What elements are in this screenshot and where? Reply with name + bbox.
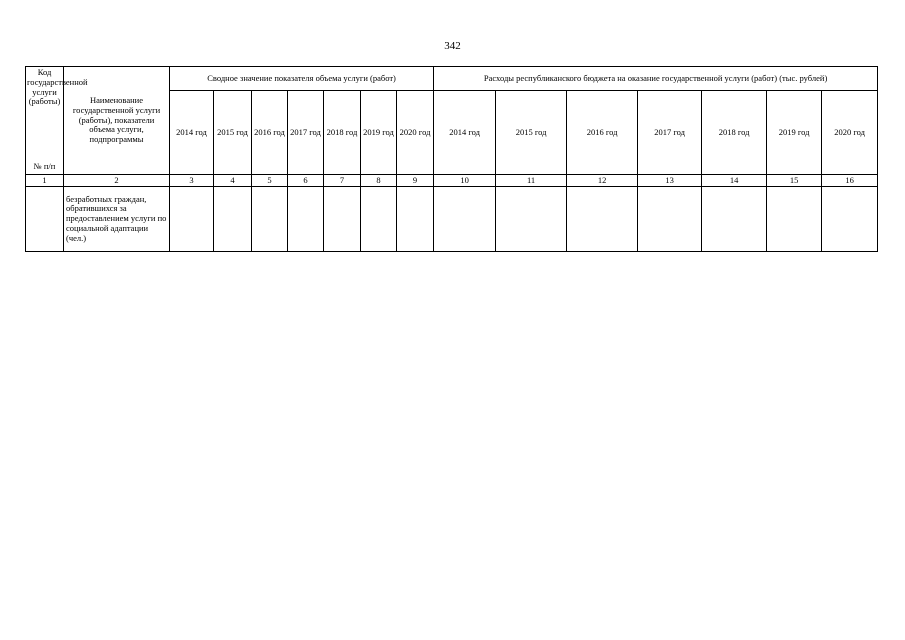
column-number: 16 <box>822 175 878 187</box>
budget-year-header: 2017 год <box>638 91 702 175</box>
row-value-cell <box>288 187 324 252</box>
budget-year-header: 2018 год <box>702 91 767 175</box>
column-number: 1 <box>26 175 64 187</box>
column-number: 13 <box>638 175 702 187</box>
table-row <box>26 187 878 252</box>
row-value-cell <box>767 187 822 252</box>
volume-year-header: 2016 год <box>252 91 288 175</box>
row-value-cell <box>170 187 214 252</box>
page-number: 342 <box>444 40 461 52</box>
column-number: 10 <box>434 175 496 187</box>
volume-year-header: 2019 год <box>361 91 397 175</box>
column-number: 2 <box>64 175 170 187</box>
column-number: 8 <box>361 175 397 187</box>
column-number: 9 <box>397 175 434 187</box>
volume-year-header: 2020 год <box>397 91 434 175</box>
budget-year-header: 2015 год <box>496 91 567 175</box>
header-row-groups <box>26 67 878 91</box>
code-column-header <box>26 67 88 175</box>
budget-year-header: 2014 год <box>434 91 496 175</box>
volume-year-header: 2015 год <box>214 91 252 175</box>
row-code-cell <box>26 187 64 252</box>
budget-group-header: Расходы республиканского бюджета на оказание государственной услуги (работ) (тыс. рублей) <box>434 67 878 91</box>
volume-year-header: 2017 год <box>288 91 324 175</box>
row-value-cell <box>496 187 567 252</box>
code-number-label: № п/п <box>33 161 56 172</box>
budget-year-header: 2019 год <box>767 91 822 175</box>
row-value-cell <box>638 187 702 252</box>
budget-year-header: 2020 год <box>822 91 878 175</box>
column-number: 5 <box>252 175 288 187</box>
column-number: 11 <box>496 175 567 187</box>
row-value-cell <box>434 187 496 252</box>
column-number: 4 <box>214 175 252 187</box>
row-value-cell <box>397 187 434 252</box>
column-number: 7 <box>324 175 361 187</box>
column-number: 3 <box>170 175 214 187</box>
budget-table <box>25 66 878 252</box>
row-value-cell <box>822 187 878 252</box>
row-value-cell <box>214 187 252 252</box>
budget-year-header: 2016 год <box>567 91 638 175</box>
volume-group-header: Сводное значение показателя объема услуги (работ) <box>170 67 434 91</box>
volume-year-header: 2018 год <box>324 91 361 175</box>
row-value-cell <box>361 187 397 252</box>
row-value-cell <box>702 187 767 252</box>
column-number-row <box>26 175 878 187</box>
column-number: 14 <box>702 175 767 187</box>
column-number: 15 <box>767 175 822 187</box>
row-value-cell <box>324 187 361 252</box>
column-number: 6 <box>288 175 324 187</box>
name-column-header: Наименование государственной услуги (работы), показатели объема услуги, подпрограммы <box>64 67 170 175</box>
row-value-cell <box>252 187 288 252</box>
volume-year-header: 2014 год <box>170 91 214 175</box>
row-value-cell <box>567 187 638 252</box>
code-header-label: Код государственной услуги (работы) <box>27 67 88 107</box>
row-name-cell: безработных граждан, обратившихся за предоставлением услуги по социальной адаптации (чел.) <box>64 187 170 252</box>
column-number: 12 <box>567 175 638 187</box>
